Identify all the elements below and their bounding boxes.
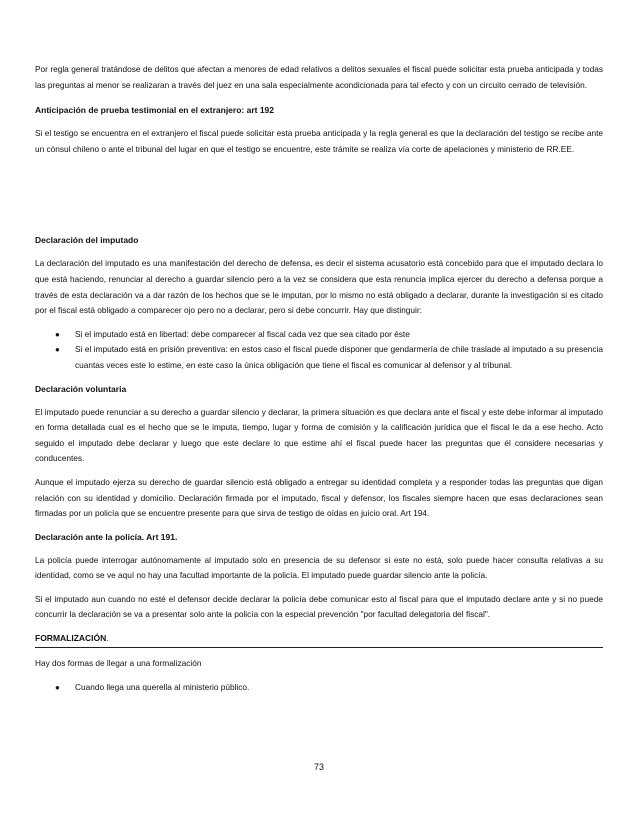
- bullet-list-distinguir: [35, 327, 603, 374]
- bullet-list-formalizacion: [35, 680, 603, 696]
- heading-formalizacion: [35, 631, 603, 648]
- heading-declaracion-imputado: Declaración del imputado: [35, 235, 139, 246]
- list-item-text: Si el imputado está en libertad: debe comparecer al fiscal cada vez que sea citado por éste: [75, 328, 410, 339]
- list-item: [35, 342, 603, 373]
- heading-declaracion-policia: Declaración ante la policía. Art 191.: [35, 531, 178, 542]
- paragraph-guardar-silencio: Aunque el imputado ejerza su derecho de guardar silencio está obligado a entregar su identidad completa y a responder todas las preguntas que digan relación con su identidad y domicilio. Declaración firmada por el imputado, fiscal y defensor, los fiscales siempre hacen que esas declaraciones sean firmadas por un policía que se encuentre presente para que sirva de testigo de oídas en juicio oral. Art 194.: [35, 476, 603, 519]
- bullet-icon: ●: [55, 329, 60, 339]
- paragraph-dos-formas: Hay dos formas de llegar a una formalización: [35, 658, 202, 669]
- list-item-text: Si el imputado está en prisión preventiva: en estos caso el fiscal puede disponer que gendarmería de chile traslade al imputado a su presencia cuantas veces este lo estime, en este caso la única obligación que tiene el fiscal es comunicar al defensor y al tribunal.: [75, 344, 603, 370]
- bullet-icon: ●: [55, 682, 60, 692]
- document-page: [35, 62, 603, 695]
- paragraph-declaracion-imputado: La declaración del imputado es una manifestación del derecho de defensa, es decir el sistema acusatorio está concebido para que el imputado declara lo que está haciendo, renunciar al derecho a guardar silencio pero a la vez se considera que esta renuncia implica ejercer du derecho a defensa porque a través de esta declaración va a dar razón de los hechos que se le imputan, por lo mismo no está obligado a declarar, durante la investigación si es citado por el fiscal está obligado a comparecer ojo pero no a declarar, pero si debe concurrir. Hay que distinguir:: [35, 258, 603, 316]
- page-number: 73: [313, 762, 324, 772]
- paragraph-menores: Por regla general tratándose de delitos que afectan a menores de edad relativos a delitos sexuales el fiscal puede solicitar esta prueba anticipada y todas las preguntas al menor se realizaran a través del juez en una sala especialmente acondicionada para tal efecto y con un circuito cerrado de televisión.: [35, 64, 603, 90]
- heading-formalizacion-period: .: [106, 633, 109, 644]
- list-item: [35, 327, 603, 343]
- heading-anticipacion-extranjero: Anticipación de prueba testimonial en el extranjero: art 192: [35, 105, 275, 116]
- paragraph-testigo-extranjero: Si el testigo se encuentra en el extranjero el fiscal puede solicitar esta prueba anticipada y la regla general es que la declaración del testigo se recibe ante un cónsul chileno o ante el tribunal del lugar en que el testigo se encuentre, este trámite se realiza vía corte de apelaciones y ministerio de RR.EE.: [35, 128, 603, 154]
- list-item: [35, 680, 603, 696]
- heading-declaracion-voluntaria: Declaración voluntaria: [35, 383, 127, 394]
- paragraph-sin-defensor: Si el imputado aun cuando no esté el defensor decide declarar la policía debe comunicar esto al fiscal para que el imputado declare ante y si no puede concurrir la declaración se va a presentar solo ante la policía con la especial prevención "por facultad delegatoria del fiscal".: [35, 593, 603, 620]
- bullet-icon: ●: [55, 345, 60, 355]
- list-item-text: Cuando llega una querella al ministerio público.: [75, 681, 250, 692]
- paragraph-declaracion-voluntaria: El imputado puede renunciar a su derecho a guardar silencio y declarar, la primera situación es que declara ante el fiscal y este debe informar al imputado en forma detallada cual es el hecho que se le imputa, tiempo, lugar y forma de comisión y la calificación jurídica que el fiscal le da a ese hecho. Acto seguido el imputado debe declarar y luego que este declare lo que estime ahí el fiscal puede hacer las preguntas que él considere necesarias y conducentes.: [35, 406, 603, 464]
- paragraph-policia-interrogar: La policía puede interrogar autónomamente al imputado solo en presencia de su defensor si este no está, solo puede hacer consulta relativas a su identidad, como se ve aquí no hay una facultad importante de la policía. El imputado puede guardar silencio ante la policía.: [35, 554, 603, 581]
- heading-formalizacion-text: FORMALIZACIÓN: [35, 633, 107, 644]
